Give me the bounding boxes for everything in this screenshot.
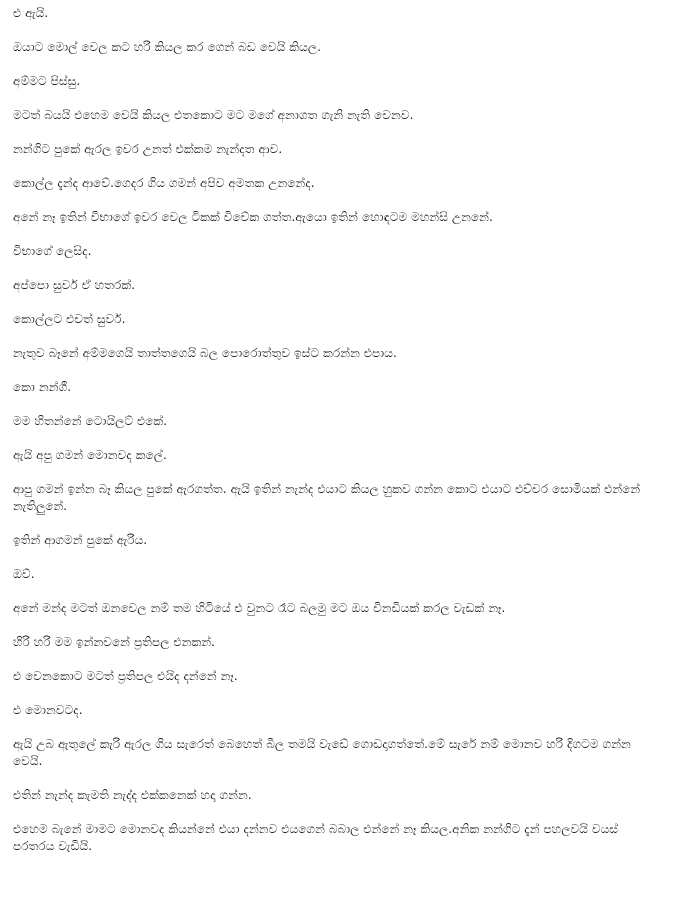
paragraph-3: අම්මට පිස්සු.	[13, 74, 81, 88]
paragraph-2: ඔයාට මොල් වෙල කට හරි කියල කර ගෙන් බඩ වෙයි කියල.	[13, 40, 322, 54]
paragraph-6: කොල්ල දැන්ද ආවේ.ගෙදර ගිය ගමන් අපිව අමතක උනනේද.	[13, 176, 315, 190]
paragraph-9: අප්පො සුවර් ඒ හතරක්.	[13, 278, 136, 292]
paragraph-15: ආපු ගමන් ඉන්න බෑ කියල පුකේ ඇරගත්ත. ඇයි ඉතින් නැන්ද එයාට කියල හුකව ගන්න කොට එයාට එච්චර සොමියක් එන්නේ නැතිලුනේ.	[13, 482, 641, 513]
paragraph-11: නැතුව බෑනේ අම්මගෙයි තාත්තගෙයි බල පොරොත්තුව ඉස්ට කරන්න එපාය.	[13, 346, 397, 360]
paragraph-13: මම හිතන්නේ ටොයිලට් එකේ.	[13, 414, 168, 428]
paragraph-8: විභාගේ ලෙසිද.	[13, 244, 92, 258]
paragraph-21: එ මොනවටද.	[13, 703, 83, 717]
paragraph-12: කො නන්ගී.	[13, 380, 72, 394]
paragraph-4: මටත් බයයි එහෙම වෙයි කියල එතකොට මට මගේ අනාගත ගැනි නැති වෙනව.	[13, 108, 414, 122]
paragraph-24: එහෙම බැනේ මාමට මොනවද කියන්නේ එයා දන්නව එයගෙන් බබාල එන්නේ නෑ කියල.අනික නන්ගිට දැන් පහලවයි වයස් පරතරය වැඩියි.	[13, 822, 619, 853]
paragraph-23: එතින් නැන්ද කැමති නැද්ද එක්කනෙක් හදා ගන්න.	[13, 788, 252, 802]
paragraph-17: ඔව්.	[13, 567, 35, 581]
paragraph-5: නන්ගිට පුකේ ඇරල ඉවර උනත් එක්කම නැන්දත ආව.	[13, 142, 283, 156]
paragraph-19: හිරි හරි මම ඉන්නවනේ ප්‍රතිපල එනකන්.	[13, 635, 216, 649]
paragraph-20: එ වෙනකොට මටත් ප්‍රතිපල එයිද දන්නේ නෑ.	[13, 669, 238, 683]
paragraph-7: අනේ නෑ ඉතින් විභාගේ ඉවර වෙල ටිකක් විවේක ගත්ත.ඇයො ඉතින් හොඳටම මහන්සි උනනේ.	[13, 210, 493, 224]
paragraph-22: ඇයි උබ ඇතුලේ කැරි ඇරල ගිය සැරෙත් බෙහෙත් බීල තමයි වැඩේ ගොඩදාගත්තේ.මේ සැරේ නම් මොනව හරි දිගටම ගන්න වෙයි.	[13, 737, 631, 768]
paragraph-1: එ ඇයි.	[13, 6, 49, 20]
paragraph-10: කොල්ලට එචත් සුවර්.	[13, 312, 126, 326]
paragraph-14: ඇයි අපු ගමන් මොනවද කලේ.	[13, 448, 167, 462]
paragraph-16: ඉතින් ආගමන් පුකේ ඇරිය.	[13, 533, 148, 547]
paragraph-18: අනේ මන්ද මටත් ඔනවෙල නම් තම හිටියේ එ වුනට රෑට බලමු මට ඔය විනඩියක් කරල වැඩක් නෑ.	[13, 601, 506, 615]
